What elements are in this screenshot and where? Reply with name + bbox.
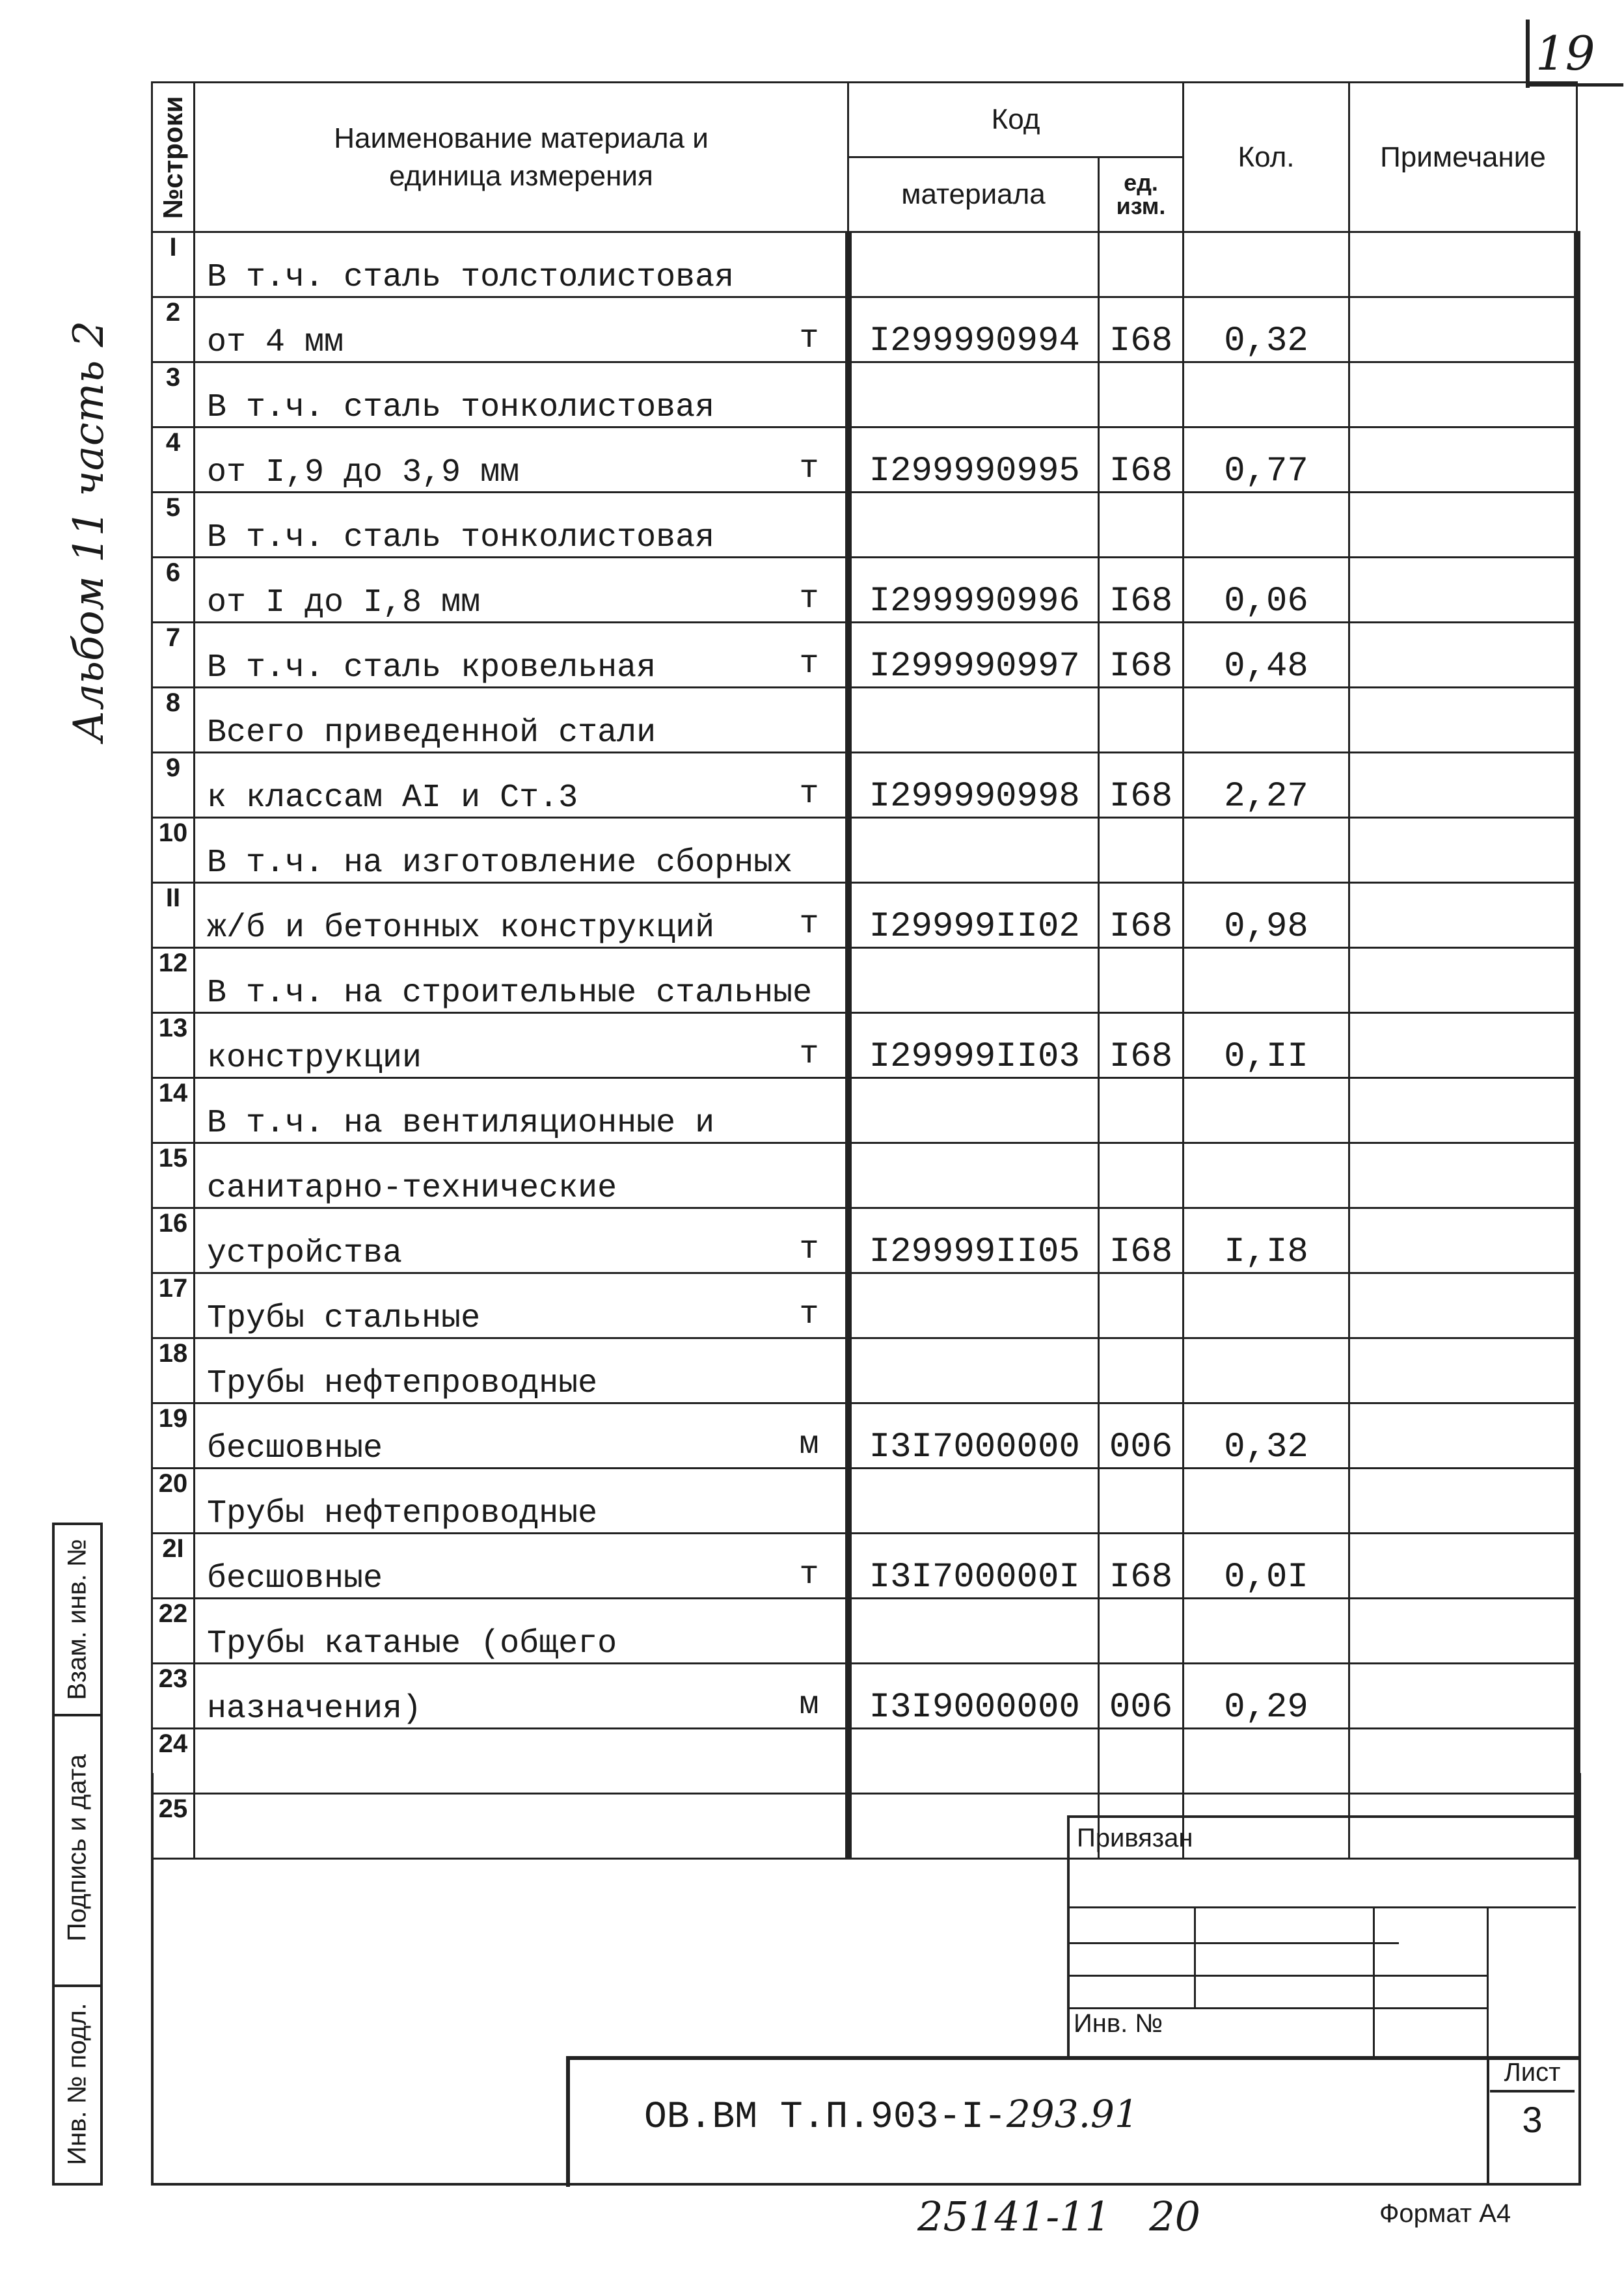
- vzam-inv-cell: [52, 1523, 103, 1716]
- table-row: [152, 883, 1577, 948]
- row-number: 17: [152, 1273, 195, 1338]
- material-name-text: Трубы нефтепроводные: [207, 1495, 598, 1532]
- row-number: 2: [152, 297, 195, 362]
- album-label: Альбом 11 часть 2: [65, 320, 113, 742]
- unit-code: I68: [1099, 558, 1184, 623]
- grid-line: [1373, 1906, 1375, 2056]
- grid-line: [1067, 1906, 1576, 1908]
- note: [1349, 948, 1577, 1013]
- unit-code: [1099, 493, 1184, 558]
- unit-code: I68: [1099, 427, 1184, 493]
- unit-code: [1099, 1338, 1184, 1403]
- quantity: [1184, 1599, 1349, 1664]
- measure-unit: т: [799, 450, 819, 487]
- col-material-code-header: материала: [848, 157, 1099, 232]
- note: [1349, 1013, 1577, 1078]
- material-name-text: В т.ч. сталь тонколистовая: [207, 389, 715, 426]
- measure-unit: м: [799, 1686, 819, 1724]
- sheet-number: 3: [1522, 2099, 1543, 2140]
- sheet-number-handwritten: 19: [1536, 26, 1595, 81]
- quantity: 0,29: [1184, 1664, 1349, 1729]
- vzam-inv-label: Взам. инв. №: [62, 1539, 92, 1700]
- note: [1349, 623, 1577, 688]
- row-number: 22: [152, 1599, 195, 1664]
- material-code: [848, 1338, 1099, 1403]
- material-code: [848, 1078, 1099, 1143]
- material-name: [195, 1599, 848, 1664]
- material-name-text: В т.ч. на вентиляционные и: [207, 1105, 715, 1142]
- table-row: [152, 558, 1577, 623]
- material-code: I299990995: [848, 427, 1099, 493]
- material-code: [848, 818, 1099, 883]
- corner-divider: [1526, 20, 1530, 88]
- grid-line: [1487, 1906, 1489, 2056]
- grid-line: [1067, 1942, 1399, 1944]
- material-name-text: от I до I,8 мм: [207, 584, 481, 621]
- material-name: [195, 427, 848, 493]
- quantity: 0,98: [1184, 883, 1349, 948]
- table-body: [152, 232, 1577, 1859]
- measure-unit: т: [799, 1296, 819, 1333]
- grid-line: [1194, 1906, 1196, 2007]
- material-name-text: В т.ч. сталь толстолистовая: [207, 259, 735, 296]
- material-name-text: В т.ч. сталь кровельная: [207, 649, 656, 686]
- measure-unit: т: [799, 906, 819, 943]
- material-name-text: конструкции: [207, 1040, 422, 1077]
- row-number: 6: [152, 558, 195, 623]
- measure-unit: т: [799, 1556, 819, 1593]
- unit-code: I68: [1099, 623, 1184, 688]
- row-number: 19: [152, 1403, 195, 1469]
- material-name-text: устройства: [207, 1235, 403, 1272]
- row-number: 10: [152, 818, 195, 883]
- unit-code: I68: [1099, 753, 1184, 818]
- material-name-text: ж/б и бетонных конструкций: [207, 910, 715, 947]
- row-number: 9: [152, 753, 195, 818]
- material-name: [195, 1534, 848, 1599]
- quantity: [1184, 1273, 1349, 1338]
- document-code: [644, 2092, 1139, 2139]
- unit-code: I68: [1099, 1534, 1184, 1599]
- col-note-header: Примечание: [1349, 83, 1577, 232]
- note: [1349, 1403, 1577, 1469]
- table-row: [152, 1208, 1577, 1273]
- material-code: I29999II02: [848, 883, 1099, 948]
- unit-code: 006: [1099, 1403, 1184, 1469]
- privyazan-label: Привязан: [1077, 1824, 1193, 1852]
- note: [1349, 818, 1577, 883]
- row-number: 15: [152, 1143, 195, 1208]
- row-number: 3: [152, 362, 195, 427]
- table-row: [152, 1664, 1577, 1729]
- material-name-text: от 4 мм: [207, 324, 344, 361]
- note: [1349, 232, 1577, 297]
- inv-podl-label: Инв. № подл.: [62, 2002, 92, 2165]
- table-row: [152, 1143, 1577, 1208]
- unit-code: [1099, 688, 1184, 753]
- table-row: [152, 493, 1577, 558]
- material-name-text: бесшовные: [207, 1560, 383, 1597]
- quantity: [1184, 493, 1349, 558]
- unit-code: I68: [1099, 297, 1184, 362]
- quantity: [1184, 818, 1349, 883]
- table-row: [152, 362, 1577, 427]
- row-number: 12: [152, 948, 195, 1013]
- table-row: [152, 1013, 1577, 1078]
- unit-code: I68: [1099, 1013, 1184, 1078]
- note: [1349, 1208, 1577, 1273]
- material-name: [195, 818, 848, 883]
- table-row: [152, 623, 1577, 688]
- material-name-text: бесшовные: [207, 1430, 383, 1467]
- col-qty-header: Кол.: [1184, 83, 1349, 232]
- format-label: Формат А4: [1379, 2199, 1511, 2228]
- unit-code: [1099, 1599, 1184, 1664]
- material-name-text: назначения): [207, 1690, 422, 1727]
- table-row: [152, 427, 1577, 493]
- note: [1349, 753, 1577, 818]
- note: [1349, 493, 1577, 558]
- unit-code: 006: [1099, 1664, 1184, 1729]
- material-name: [195, 688, 848, 753]
- note: [1349, 297, 1577, 362]
- row-number: 24: [152, 1729, 195, 1794]
- unit-code: [1099, 818, 1184, 883]
- material-name: [195, 753, 848, 818]
- note: [1349, 362, 1577, 427]
- note: [1349, 1273, 1577, 1338]
- unit-code: [1099, 1469, 1184, 1534]
- unit-code: [1099, 362, 1184, 427]
- col-unit-code-header: ед. изм.: [1099, 157, 1184, 232]
- grid-line: [1067, 1975, 1487, 1977]
- note: [1349, 1078, 1577, 1143]
- quantity: 0,0I: [1184, 1534, 1349, 1599]
- material-code: I299990994: [848, 297, 1099, 362]
- quantity: [1184, 1143, 1349, 1208]
- material-name-text: Трубы катаные (общего: [207, 1625, 617, 1662]
- material-name-text: В т.ч. на изготовление сборных: [207, 845, 793, 882]
- material-name: [195, 1208, 848, 1273]
- material-code: [848, 1273, 1099, 1338]
- table-row: [152, 948, 1577, 1013]
- note: [1349, 688, 1577, 753]
- table-row: [152, 1599, 1577, 1664]
- table-row: [152, 1469, 1577, 1534]
- measure-unit: т: [799, 645, 819, 683]
- col-row-number-header: №строки: [152, 83, 195, 232]
- material-name: [195, 1403, 848, 1469]
- material-name-text: Трубы стальные: [207, 1300, 481, 1337]
- quantity: [1184, 362, 1349, 427]
- table-row: [152, 1338, 1577, 1403]
- note: [1349, 1534, 1577, 1599]
- row-number: 14: [152, 1078, 195, 1143]
- material-code: [848, 688, 1099, 753]
- material-name-text: санитарно-технические: [207, 1170, 617, 1207]
- unit-code: I68: [1099, 1208, 1184, 1273]
- quantity: 0,32: [1184, 1403, 1349, 1469]
- row-number: 23: [152, 1664, 195, 1729]
- inv-number-label: Инв. №: [1074, 2009, 1163, 2038]
- material-name-text: Трубы нефтепроводные: [207, 1365, 598, 1402]
- quantity: [1184, 948, 1349, 1013]
- material-name: [195, 623, 848, 688]
- material-name-text: В т.ч. сталь тонколистовая: [207, 519, 715, 556]
- note: [1349, 1338, 1577, 1403]
- table-row: [152, 1534, 1577, 1599]
- material-code: I299990997: [848, 623, 1099, 688]
- material-name: [195, 1078, 848, 1143]
- handwritten-archive-number: 25141-11 20: [917, 2193, 1201, 2240]
- measure-unit: т: [799, 1231, 819, 1268]
- material-code: [848, 493, 1099, 558]
- table-row: [152, 297, 1577, 362]
- row-number: 16: [152, 1208, 195, 1273]
- material-name: [195, 1469, 848, 1534]
- material-code: [848, 1469, 1099, 1534]
- material-code: I29999II05: [848, 1208, 1099, 1273]
- material-code: [848, 232, 1099, 297]
- measure-unit: т: [799, 1036, 819, 1073]
- quantity: [1184, 232, 1349, 297]
- row-number: 18: [152, 1338, 195, 1403]
- quantity: 0,II: [1184, 1013, 1349, 1078]
- material-name: [195, 1273, 848, 1338]
- quantity: 0,32: [1184, 297, 1349, 362]
- material-code: I299990996: [848, 558, 1099, 623]
- sheet-label: Лист: [1490, 2058, 1575, 2093]
- table-row: [152, 753, 1577, 818]
- col-name-header: Наименование материала и единица измерения: [195, 83, 848, 232]
- material-code: [848, 1143, 1099, 1208]
- material-code: I3I9000000: [848, 1664, 1099, 1729]
- material-spec-table: [151, 81, 1580, 1860]
- unit-code: [1099, 948, 1184, 1013]
- document-code-typed: ОВ.ВМ Т.П.903-I-: [644, 2096, 1007, 2139]
- quantity: 0,06: [1184, 558, 1349, 623]
- unit-code: [1099, 232, 1184, 297]
- note: [1349, 558, 1577, 623]
- material-name: [195, 1338, 848, 1403]
- podpis-data-cell: [52, 1711, 103, 1987]
- material-name: [195, 883, 848, 948]
- row-number: 20: [152, 1469, 195, 1534]
- unit-code: [1099, 1143, 1184, 1208]
- material-code: I3I7000000: [848, 1403, 1099, 1469]
- row-number: I: [152, 232, 195, 297]
- row-number: 5: [152, 493, 195, 558]
- row-number: 7: [152, 623, 195, 688]
- table-row: [152, 818, 1577, 883]
- row-number: 8: [152, 688, 195, 753]
- row-number: 25: [152, 1794, 195, 1859]
- material-name: [195, 297, 848, 362]
- material-code: [848, 1599, 1099, 1664]
- material-code: [848, 948, 1099, 1013]
- material-name: [195, 948, 848, 1013]
- measure-unit: т: [799, 580, 819, 617]
- note: [1349, 883, 1577, 948]
- measure-unit: м: [799, 1426, 819, 1463]
- note: [1349, 1664, 1577, 1729]
- measure-unit: т: [799, 320, 819, 357]
- row-number: 4: [152, 427, 195, 493]
- table-row: [152, 1078, 1577, 1143]
- note: [1349, 1599, 1577, 1664]
- material-code: I299990998: [848, 753, 1099, 818]
- note: [1349, 1469, 1577, 1534]
- unit-code: I68: [1099, 883, 1184, 948]
- document-code-handwritten: 293.91: [1006, 2092, 1139, 2136]
- material-name-text: к классам AI и Ст.3: [207, 779, 578, 817]
- row-number: II: [152, 883, 195, 948]
- material-name: [195, 1143, 848, 1208]
- material-code: I3I700000I: [848, 1534, 1099, 1599]
- material-name: [195, 362, 848, 427]
- table-row: [152, 1273, 1577, 1338]
- measure-unit: т: [799, 776, 819, 813]
- material-name-text: от I,9 до 3,9 мм: [207, 454, 520, 491]
- quantity: [1184, 688, 1349, 753]
- material-name: [195, 558, 848, 623]
- material-name-text: Всего приведенной стали: [207, 714, 656, 752]
- quantity: [1184, 1078, 1349, 1143]
- quantity: I,I8: [1184, 1208, 1349, 1273]
- table-row: [152, 688, 1577, 753]
- note: [1349, 427, 1577, 493]
- material-name-text: В т.ч. на строительные стальные: [207, 975, 813, 1012]
- quantity: [1184, 1469, 1349, 1534]
- quantity: 0,77: [1184, 427, 1349, 493]
- inv-podl-cell: [52, 1984, 103, 2186]
- row-number: 2I: [152, 1534, 195, 1599]
- podpis-data-label: Подпись и дата: [62, 1754, 92, 1942]
- quantity: 0,48: [1184, 623, 1349, 688]
- table-row: [152, 232, 1577, 297]
- col-code-header: Код: [848, 83, 1184, 157]
- unit-code: [1099, 1273, 1184, 1338]
- unit-code: [1099, 1078, 1184, 1143]
- material-name: [195, 1013, 848, 1078]
- row-number: 13: [152, 1013, 195, 1078]
- material-code: I29999II03: [848, 1013, 1099, 1078]
- material-name: [195, 493, 848, 558]
- note: [1349, 1143, 1577, 1208]
- quantity: 2,27: [1184, 753, 1349, 818]
- material-code: [848, 362, 1099, 427]
- quantity: [1184, 1338, 1349, 1403]
- table-row: [152, 1403, 1577, 1469]
- material-name: [195, 232, 848, 297]
- material-name: [195, 1664, 848, 1729]
